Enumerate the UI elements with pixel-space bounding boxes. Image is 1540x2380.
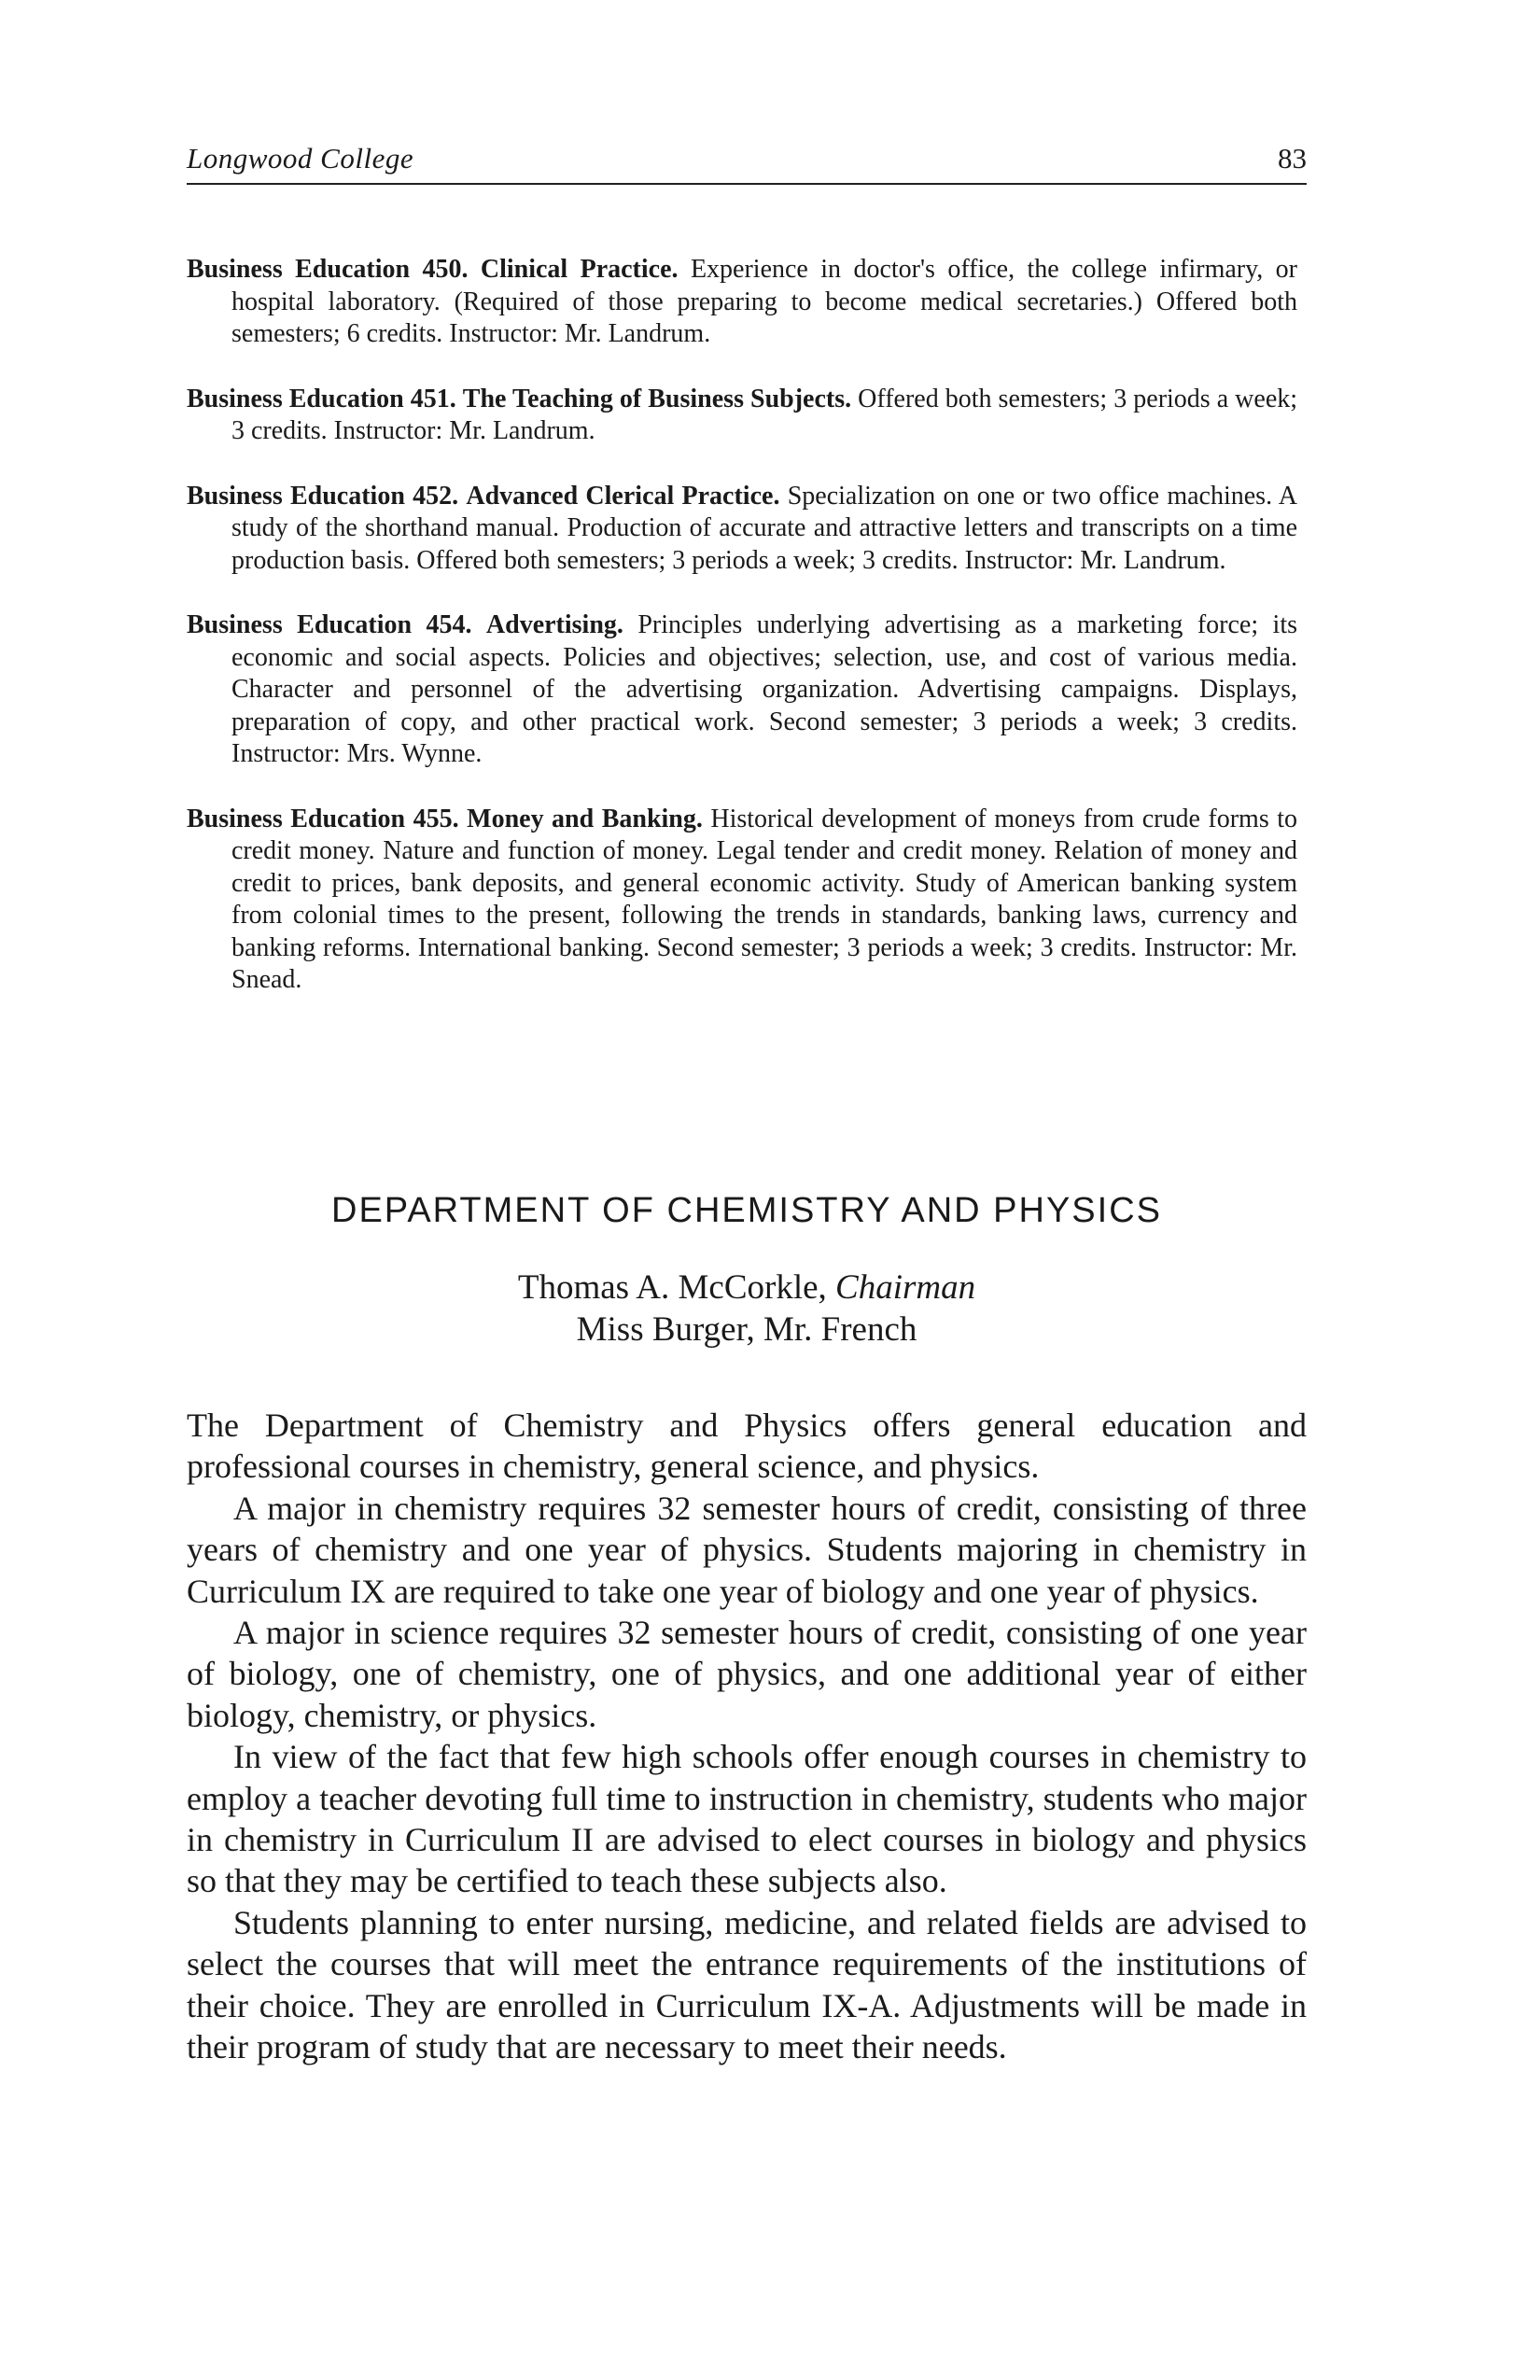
course-description: Offered both semesters; 3 periods a week; 3 credits. Instructor: Mr. Landrum.: [231, 384, 1298, 445]
course-description: Principles underlying advertising as a marketing force; its economic and social aspects. Policies and objectives; selection, use, and cost of various media. Character and personnel of the advertising organization. Advertising campaigns. Displays, preparation of copy, and other practical work. Second semester; 3 periods a week; 3 credits. Instructor: Mrs. Wynne.: [231, 610, 1297, 768]
paragraph: A major in science requires 32 semester hours of credit, consisting of one year of biology, one of chemistry, one of physics, and one additional year of either biology, chemistry, or physics.: [187, 1614, 1307, 1734]
course-description: Experience in doctor's office, the college infirmary, or hospital laboratory. (Required of those preparing to become medical secretaries.) Offered both semesters; 6 credits. Instructor: Mr. Landrum.: [231, 255, 1298, 348]
chairman-role: Chairman: [835, 1268, 976, 1307]
page-number: 83: [1278, 142, 1307, 175]
course-id: Business Education 450.: [187, 255, 469, 284]
running-header: [187, 142, 1307, 185]
course-title: The Teaching of Business Subjects.: [462, 384, 852, 413]
course-title: Money and Banking.: [467, 804, 703, 833]
department-description: [187, 1405, 1307, 2068]
course-title: Clinical Practice.: [480, 255, 679, 284]
course-list: [187, 228, 1297, 1029]
department-title: DEPARTMENT OF CHEMISTRY AND PHYSICS: [331, 1191, 1162, 1230]
chairman-name: Thomas A. McCorkle,: [517, 1268, 827, 1307]
paragraph: Students planning to enter nursing, medicine, and related fields are advised to select the courses that will meet the entrance requirements of the institutions of their choice. They are enrolled in Curriculum IX-A. Adjustments will be made in their program of study that are necessary to meet their needs.: [187, 1903, 1307, 2066]
department-section: [187, 1191, 1307, 2068]
course-entry: [187, 481, 1297, 578]
course-description: Specialization on one or two office machines. A study of the shorthand manual. Production of accurate and attractive letters and transcripts on a time production basis. Offered both semesters; 3 periods a week; 3 credits. Instructor: Mr. Landrum.: [231, 481, 1297, 575]
course-title: Advanced Clerical Practice.: [466, 481, 780, 511]
college-name: Longwood College: [187, 142, 414, 175]
paragraph: In view of the fact that few high schools offer enough courses in chemistry to employ a teacher devoting full time to instruction in chemistry, students who major in chemistry in Curriculum II are advised to elect courses in biology and physics so that they may be certified to teach these subjects also.: [187, 1738, 1307, 1900]
chairman-line: [187, 1267, 1307, 1309]
course-entry: [187, 609, 1297, 771]
course-description: Historical development of moneys from crude forms to credit money. Nature and function of money. Legal tender and credit money. Relation of money and credit to prices, bank deposits, and general economic activity. Study of American banking system from colonial times to the present, following the trends in standards, banking laws, currency and banking reforms. International banking. Second semester; 3 periods a week; 3 credits. Instructor: Mr. Snead.: [231, 804, 1298, 994]
course-id: Business Education 455.: [187, 804, 459, 833]
paragraph: A major in chemistry requires 32 semester hours of credit, consisting of three years of chemistry and one year of physics. Students majoring in chemistry in Curriculum IX are required to take one year of biology and one year of physics.: [187, 1489, 1307, 1610]
paragraph: The Department of Chemistry and Physics offers general education and professional courses in chemistry, general science, and physics.: [187, 1407, 1307, 1486]
course-title: Advertising.: [485, 610, 623, 639]
course-entry: [187, 804, 1297, 997]
course-entry: [187, 254, 1297, 351]
course-id: Business Education 454.: [187, 610, 472, 639]
faculty-block: [187, 1267, 1307, 1351]
course-entry: [187, 384, 1297, 448]
faculty-members: Miss Burger, Mr. French: [576, 1310, 917, 1349]
course-id: Business Education 452.: [187, 481, 459, 511]
course-id: Business Education 451.: [187, 384, 456, 413]
